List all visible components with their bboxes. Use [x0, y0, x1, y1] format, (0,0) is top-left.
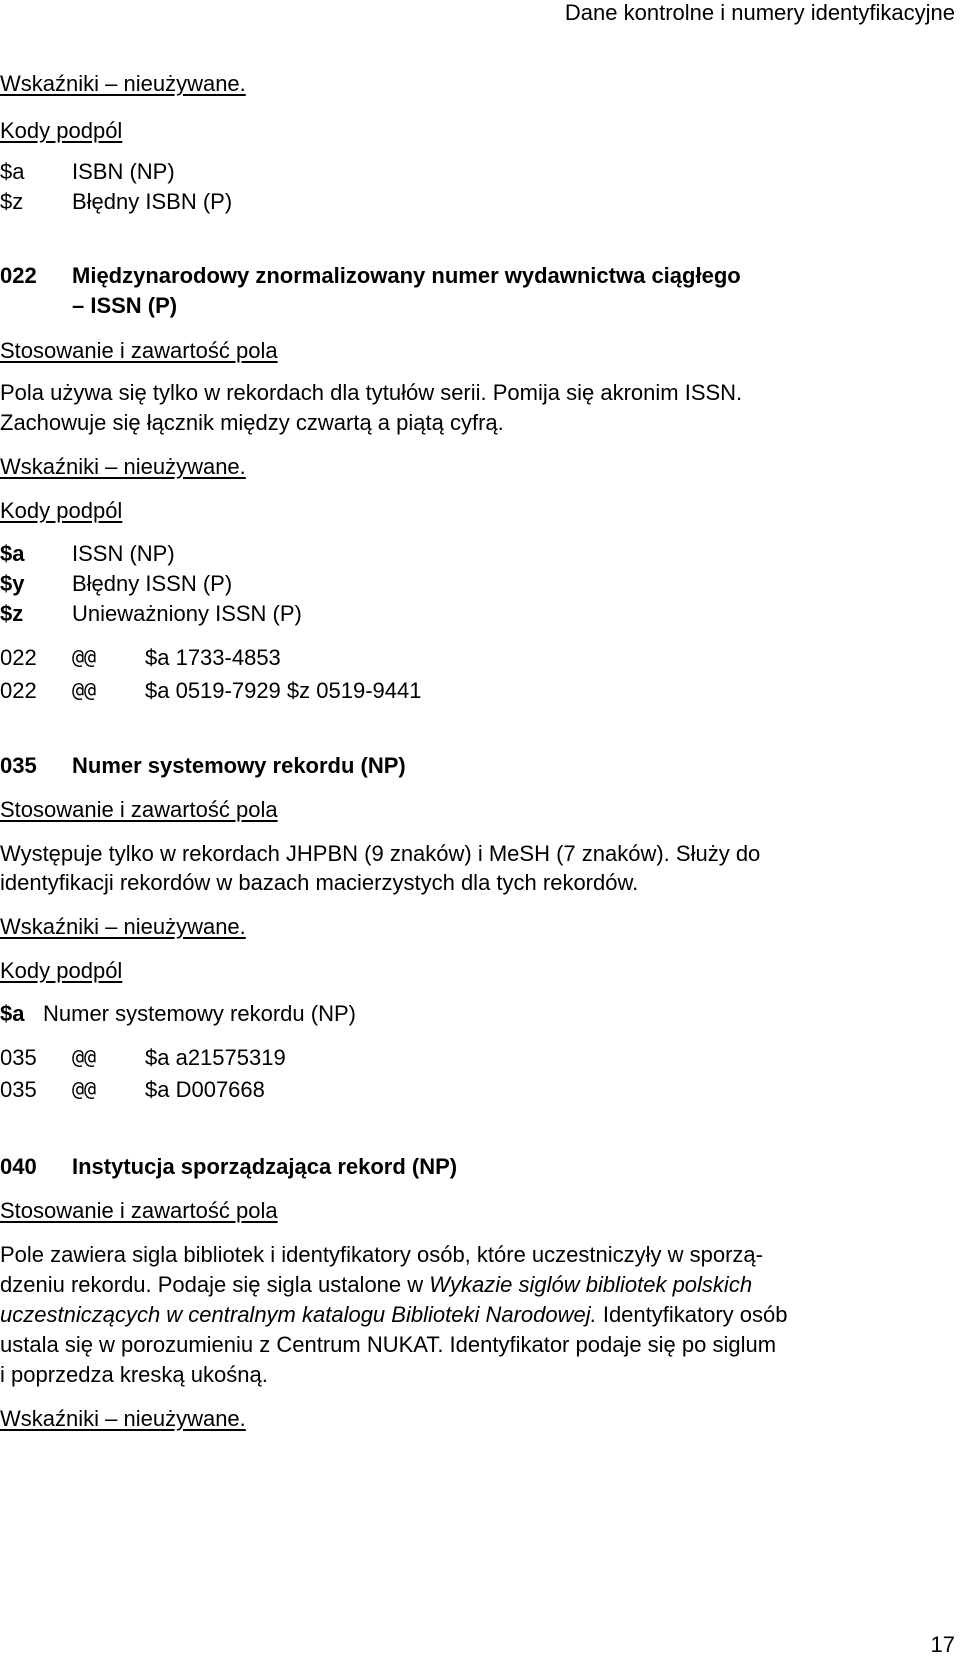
- subfield-row: [0, 159, 955, 187]
- usage-text: Pole zawiera sigla bibliotek i identyfikatory osób, które uczestniczyły w sporzą-: [0, 1242, 763, 1267]
- example-indicators: @@: [72, 1077, 97, 1101]
- example-value: $a D007668: [145, 1077, 265, 1102]
- subfield-code: $a: [0, 541, 25, 566]
- field-title: Instytucja sporządzająca rekord (NP): [72, 1154, 458, 1179]
- subfield-code: $y: [0, 571, 25, 596]
- usage-heading: Stosowanie i zawartość pola: [0, 1198, 278, 1223]
- example-value: $a a21575319: [145, 1045, 286, 1070]
- subfield-row: [0, 571, 955, 599]
- usage-text-italic: Wykazie siglów bibliotek polskich: [429, 1272, 753, 1297]
- subfield-desc: ISBN (NP): [72, 159, 175, 184]
- subfields-heading: Kody podpól: [0, 958, 123, 983]
- example-tag: 035: [0, 1045, 37, 1070]
- usage-text: Pola używa się tylko w rekordach dla tytułów serii. Pomija się akronim ISSN.: [0, 380, 743, 405]
- usage-text: Zachowuje się łącznik między czwartą a piątą cyfrą.: [0, 410, 504, 435]
- page-number: 17: [930, 1632, 955, 1657]
- subfield-desc: Numer systemowy rekordu (NP): [43, 1001, 356, 1026]
- example-line: [0, 645, 955, 673]
- subfield-code: $z: [0, 189, 24, 214]
- example-line: [0, 678, 955, 706]
- field-heading-035: [0, 753, 955, 781]
- subfield-code: $z: [0, 601, 24, 626]
- field-tag: 040: [0, 1154, 37, 1179]
- usage-text: i poprzedza kreską ukośną.: [0, 1362, 268, 1387]
- subfield-row: [0, 189, 955, 217]
- indicators-note: Wskaźniki – nieużywane.: [0, 1406, 246, 1431]
- subfield-code: $a: [0, 159, 25, 184]
- field-title: Numer systemowy rekordu (NP): [72, 753, 406, 778]
- example-line: [0, 1045, 955, 1073]
- running-header: Dane kontrolne i numery identyfikacyjne: [564, 0, 955, 25]
- usage-text-italic: uczestniczących w centralnym katalogu Biblioteki Narodowej.: [0, 1302, 597, 1327]
- subfield-row: [0, 1001, 955, 1029]
- field-title-cont: – ISSN (P): [72, 293, 178, 318]
- example-indicators: @@: [72, 645, 97, 669]
- usage-text: ustala się w porozumieniu z Centrum NUKAT. Identyfikator podaje się po siglum: [0, 1332, 777, 1357]
- example-tag: 035: [0, 1077, 37, 1102]
- subfields-heading: Kody podpól: [0, 498, 123, 523]
- field-tag: 035: [0, 753, 37, 778]
- subfield-desc: Błędny ISSN (P): [72, 571, 233, 596]
- usage-text-part: dzeniu rekordu. Podaje się sigla ustalone w: [0, 1272, 430, 1297]
- field-heading-022: [0, 263, 955, 291]
- usage-text-part: Identyfikatory osób: [596, 1302, 788, 1327]
- indicators-note: Wskaźniki – nieużywane.: [0, 71, 246, 96]
- usage-heading: Stosowanie i zawartość pola: [0, 338, 278, 363]
- subfield-code: $a: [0, 1001, 25, 1026]
- subfield-desc: ISSN (NP): [72, 541, 175, 566]
- field-title: Międzynarodowy znormalizowany numer wydawnictwa ciągłego: [72, 263, 741, 288]
- subfield-row: [0, 541, 955, 569]
- example-value: $a 0519-7929 $z 0519-9441: [145, 678, 422, 703]
- example-tag: 022: [0, 645, 37, 670]
- usage-text: identyfikacji rekordów w bazach macierzystych dla tych rekordów.: [0, 870, 639, 895]
- usage-text: [0, 1301, 788, 1328]
- field-heading-040: [0, 1154, 955, 1182]
- example-tag: 022: [0, 678, 37, 703]
- example-indicators: @@: [72, 1045, 97, 1069]
- example-value: $a 1733-4853: [145, 645, 281, 670]
- field-heading-022-cont: [0, 293, 955, 321]
- example-line: [0, 1077, 955, 1105]
- usage-heading: Stosowanie i zawartość pola: [0, 797, 278, 822]
- subfield-row: [0, 601, 955, 629]
- subfields-heading: Kody podpól: [0, 118, 123, 143]
- subfield-desc: Błędny ISBN (P): [72, 189, 233, 214]
- indicators-note: Wskaźniki – nieużywane.: [0, 454, 246, 479]
- field-tag: 022: [0, 263, 37, 288]
- indicators-note: Wskaźniki – nieużywane.: [0, 914, 246, 939]
- example-indicators: @@: [72, 678, 97, 702]
- usage-text: Występuje tylko w rekordach JHPBN (9 znaków) i MeSH (7 znaków). Służy do: [0, 841, 761, 866]
- subfield-desc: Unieważniony ISSN (P): [72, 601, 302, 626]
- usage-text: [0, 1271, 752, 1298]
